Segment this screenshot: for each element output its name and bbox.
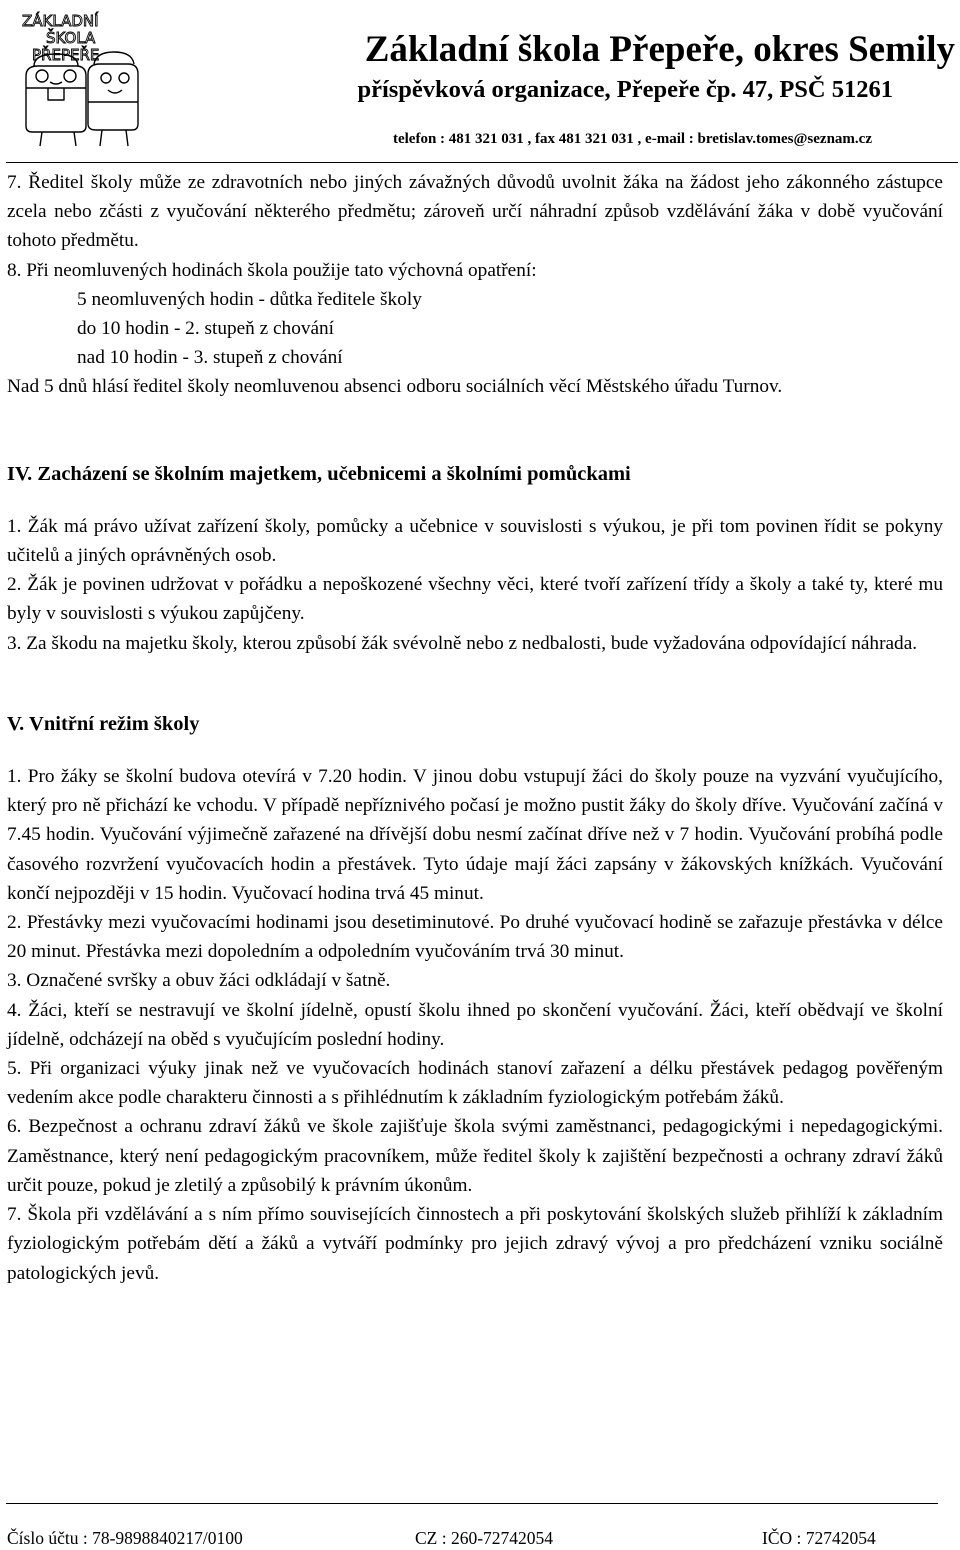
paragraph-8-note: Nad 5 dnů hlásí ředitel školy neomluvenou absenci odboru sociálních věcí Městského úřadu Turnov. xyxy=(7,376,783,398)
logo-word-3: PŘEPEŘE xyxy=(32,46,100,64)
section-iv-heading: IV. Zacházení se školním majetkem, učebnicemi a školními pomůckami xyxy=(7,462,631,485)
section-v-item: 2. Přestávky mezi vyučovacími hodinami jsou desetiminutové. Po druhé vyučovací hodině se zařazuje přestávka v délce 20 minut. Přestávka mezi dopoledním a odpoledním vyučováním trvá 30 minut. xyxy=(7,912,943,963)
measure-item: 5 neomluvených hodin - důtka ředitele školy xyxy=(77,288,422,310)
document-body xyxy=(7,168,943,1288)
section-v-item: 5. Při organizaci výuky jinak než ve vyučovacích hodinách stanoví zařazení a délku přestávek pedagog pověřeným vedením akce podle charakteru činnosti a s přihlédnutím k základním fyziologickým potřebám žáků. xyxy=(7,1058,943,1109)
section-iv-item: 3. Za škodu na majetku školy, kterou způsobí žák svévolně nebo z nedbalosti, bude vyžadována odpovídající náhrada. xyxy=(7,632,918,654)
section-v-item: 4. Žáci, kteří se nestravují ve školní jídelně, opustí školu ihned po skončení vyučování. Žáci, kteří obědvají ve školní jídelně, odcházejí na oběd s vyučujícím poslední hodiny. xyxy=(7,999,943,1050)
vat-number: CZ : 260-72742054 xyxy=(415,1528,554,1548)
section-v-item: 7. Škola při vzdělávání a s ním přímo souvisejících činnostech a při poskytování školských služeb přihlíží k základním fyziologickým potřebám dětí a žáků a vytváří podmínky pro jejich zdravý vývoj a pro předcházení vzniku sociálně patologických jevů. xyxy=(7,1204,943,1284)
school-name: Základní škola Přepeře, okres Semily xyxy=(364,29,955,70)
measure-item: do 10 hodin - 2. stupeň z chování xyxy=(77,318,335,340)
company-id: IČO : 72742054 xyxy=(762,1528,876,1548)
logo-word-2: ŠKOLA xyxy=(46,29,96,47)
header-divider xyxy=(6,162,958,163)
footer-divider xyxy=(6,1503,938,1504)
section-v-item: 6. Bezpečnost a ochranu zdraví žáků ve škole zajišťuje škola svými zaměstnanci, pedagogickými i nepedagogickými. Zaměstnance, který není pedagogickým pracovníkem, může ředitel školy k zajištění bezpečnosti a ochrany zdraví žáků určit pouze, pokud je zletilý a způsobilý k právním úkonům. xyxy=(7,1116,943,1196)
section-iv-item: 2. Žák je povinen udržovat v pořádku a nepoškozené všechny věci, které tvoří zařízení třídy a školy a také ty, které mu byly v souvislosti s výukou zapůjčeny. xyxy=(7,574,943,625)
measure-item: nad 10 hodin - 3. stupeň z chování xyxy=(77,347,343,369)
paragraph-7: 7. Ředitel školy může ze zdravotních nebo jiných závažných důvodů uvolnit žáka na žádost jeho zákonného zástupce zcela nebo zčásti z vyučování některého předmětu; zároveň určí náhradní způsob vzdělávání žáka v době vyučování tohoto předmětu. xyxy=(7,172,943,252)
bank-account: Číslo účtu : 78-9898840217/0100 xyxy=(7,1528,243,1548)
section-iv-item: 1. Žák má právo užívat zařízení školy, pomůcky a učebnice v souvislosti s výukou, je při tom povinen řídit se pokyny učitelů a jiných oprávněných osob. xyxy=(7,515,943,567)
logo-word-1: ZÁKLADNÍ xyxy=(22,12,99,30)
section-v-heading: V. Vnitřní režim školy xyxy=(7,712,200,735)
organization-info: příspěvková organizace, Přepeře čp. 47, PSČ 51261 xyxy=(357,76,893,103)
section-v-item: 1. Pro žáky se školní budova otevírá v 7.20 hodin. V jinou dobu vstupují žáci do školy pouze na vyzvání vyučujícího, který pro ně přichází ke vchodu. V případě nepříznivého počasí je možno pustit žáky do školy dříve. Vyučování začíná v 7.45 hodin. Vyučování výjimečně zařazené na dřívější dobu nesmí začínat dříve než v 7 hodin. Vyučování probíhá podle časového rozvržení vyučovacích hodin a přestávek. Tyto údaje mají žáci zapsány v žákovských knížkách. Vyučování končí nejpozději v 15 hodin. Vyučovací hodina trvá 45 minut. xyxy=(7,766,943,904)
paragraph-8-intro: 8. Při neomluvených hodinách škola použije tato výchovná opatření: xyxy=(7,259,537,281)
section-v-item: 3. Označené svršky a obuv žáci odkládají v šatně. xyxy=(7,970,391,992)
contact-info: telefon : 481 321 031 , fax 481 321 031 , e-mail : bretislav.tomes@seznam.cz xyxy=(392,131,872,147)
